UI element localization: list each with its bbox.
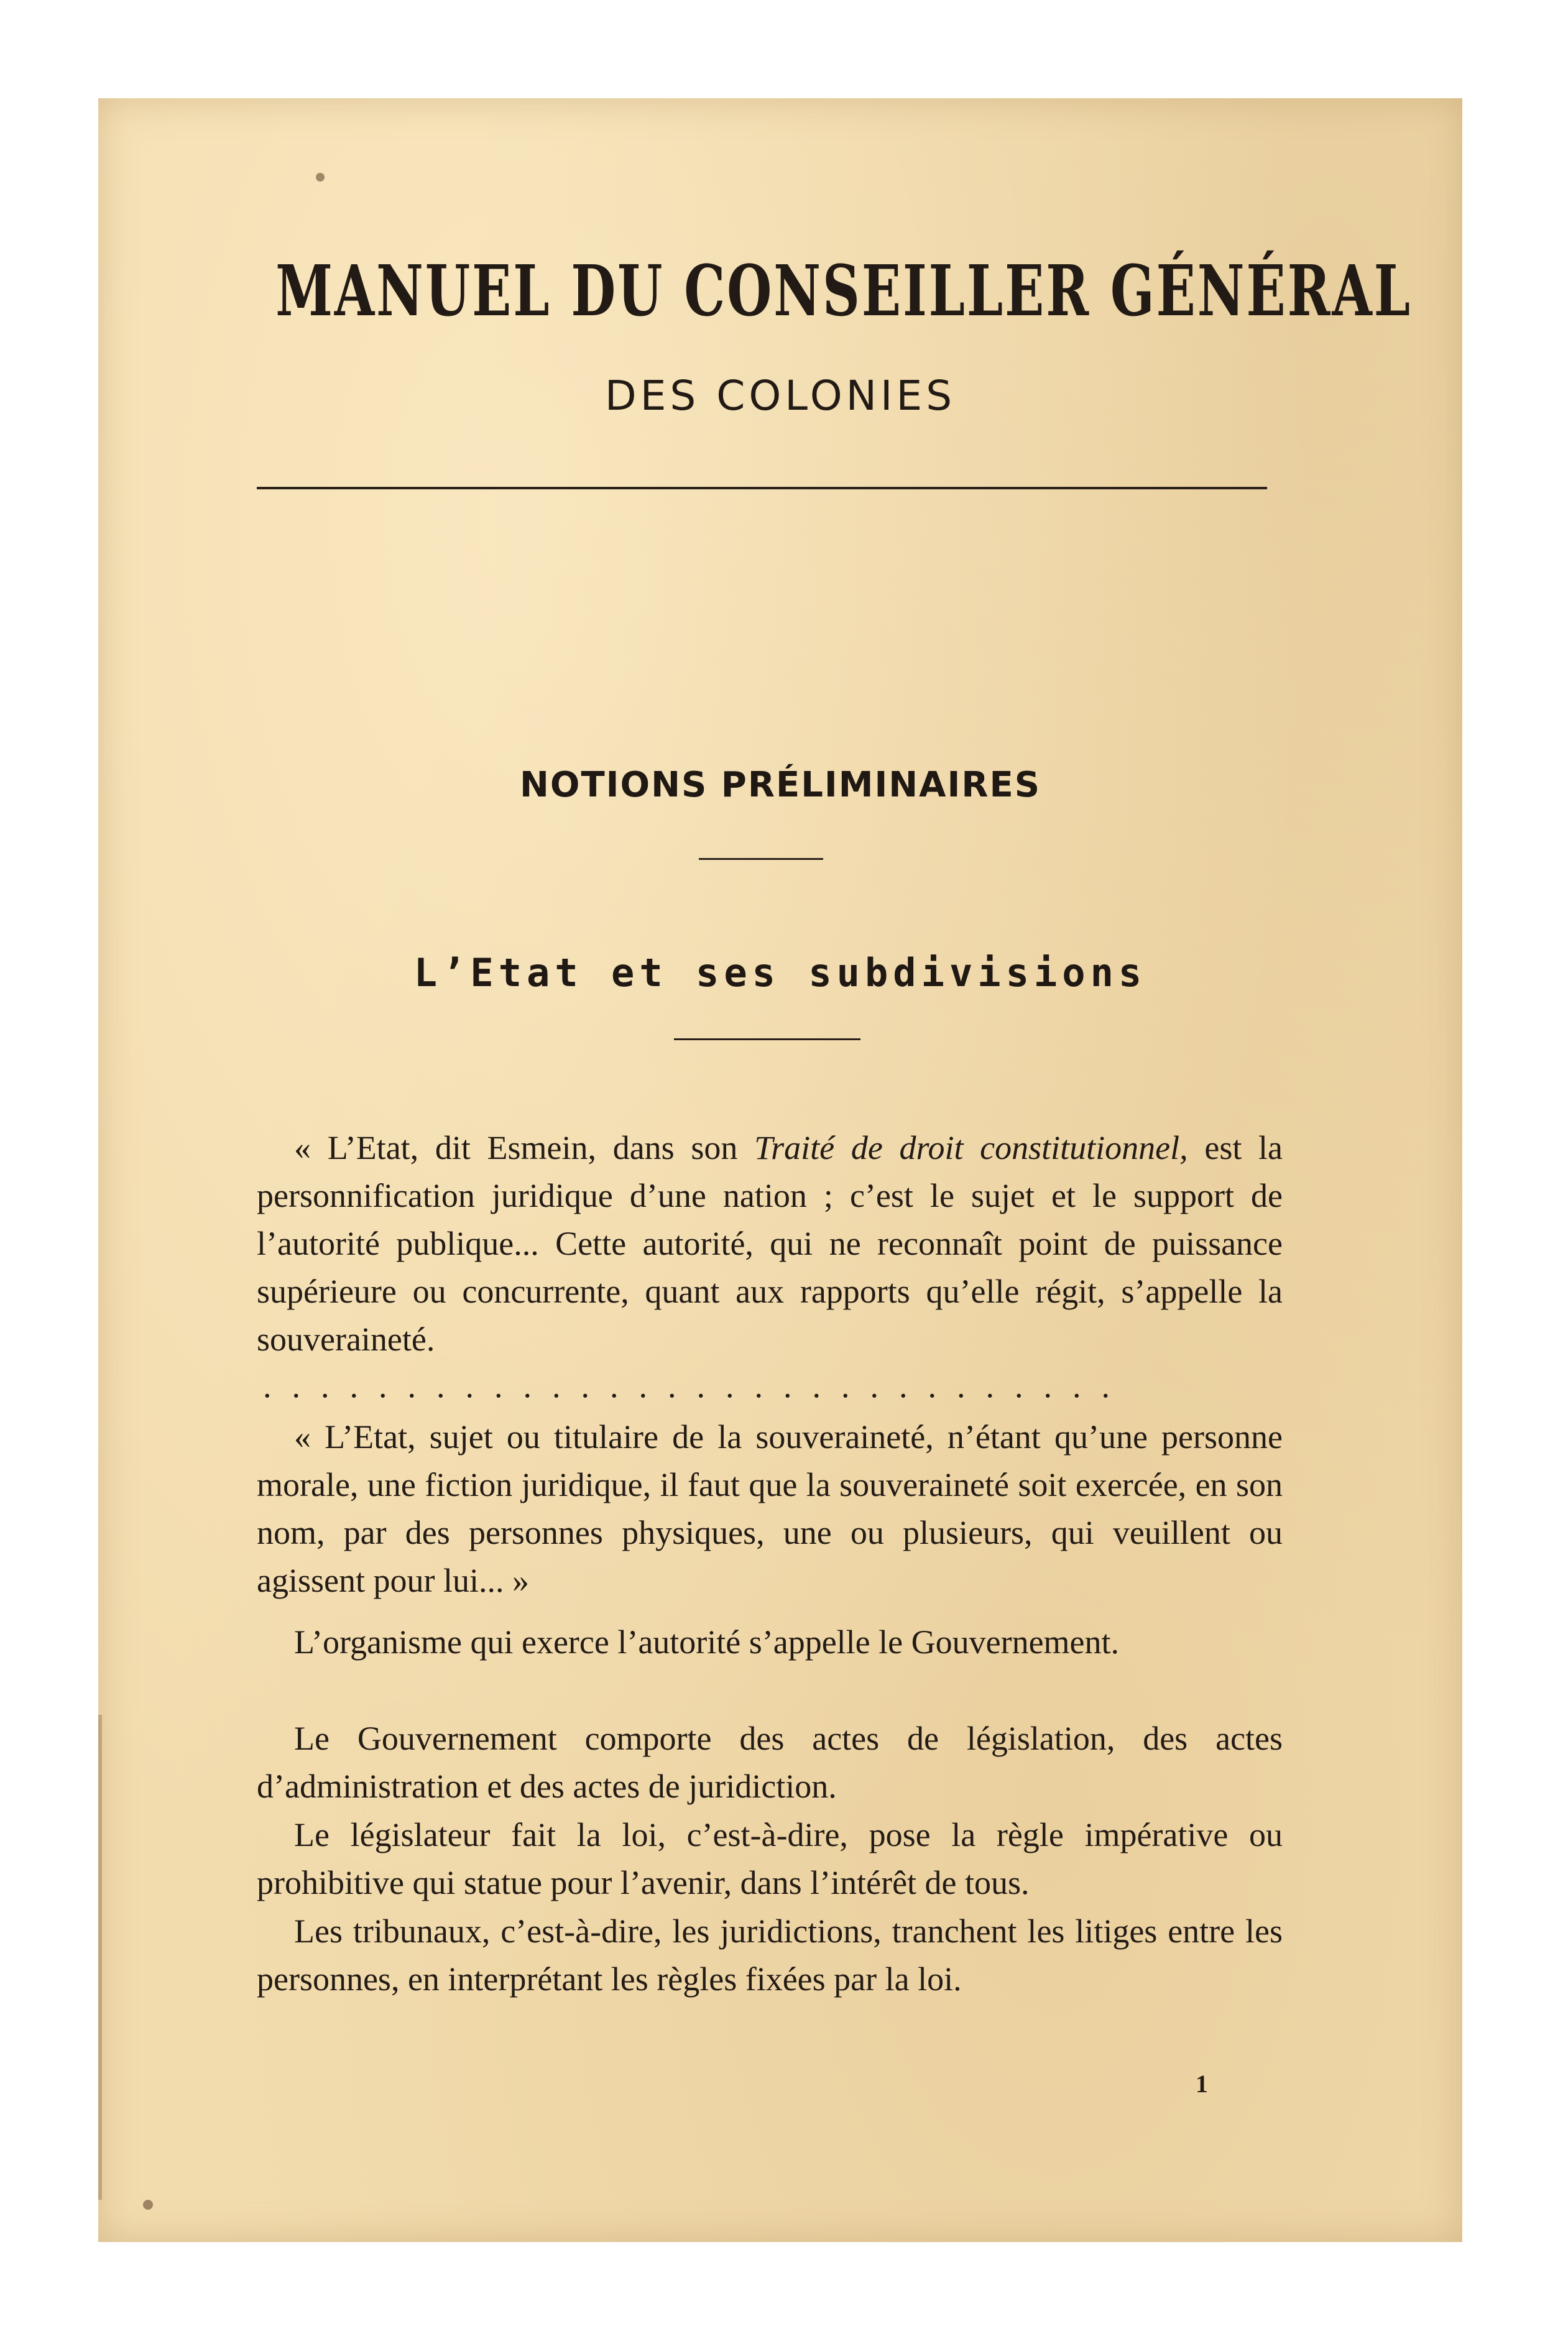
section-rule [699,858,823,860]
ink-speck [143,2200,153,2210]
body-paragraph-3: Le législateur fait la loi, c’est-à-dire, pose la règle impérative ou prohibitive qui statue pour l’avenir, dans l’intérêt de tous. [257,1816,1283,1901]
title-rule [257,487,1267,489]
quote1-book-title: Traité de droit constitutionnel, [754,1129,1188,1166]
body-paragraph-1: L’organisme qui exerce l’autorité s’appelle le Gouvernement. [294,1623,1120,1661]
subsection-rule [674,1038,860,1040]
subsection-title: L’Etat et ses subdivisions [413,950,1147,995]
quote-paragraph-2: « L’Etat, sujet ou titulaire de la souveraineté, n’étant qu’une personne morale, une fiction juridique, il faut que la souveraineté soit exercée, en son nom, par des personnes physiques, une ou plusieurs, qui veuillent ou agissent pour lui... » [257,1418,1283,1599]
quote-paragraph-1 [257,1124,1283,1364]
book-title: MANUEL DU CONSEILLER GÉNÉRAL [275,251,1412,332]
page-number: 1 [1196,2070,1208,2098]
page-edge-mark [98,1715,102,2200]
book-page [98,98,1462,2242]
body-paragraph-2: Le Gouvernement comporte des actes de législation, des actes d’administration et des actes de juridiction. [257,1720,1283,1805]
quote1-start: « L’Etat, dit Esmein, dans son [294,1129,755,1166]
ink-speck [316,173,325,182]
ellipsis-line: .............................. [263,1367,1130,1405]
section-title: NOTIONS PRÉLIMINAIRES [519,765,1041,805]
body-paragraph-4: Les tribunaux, c’est-à-dire, les juridictions, tranchent les litiges entre les personnes, en interprétant les règles fixées par la loi. [257,1913,1283,1998]
quote1-end: est la personnification juridique d’une nation ; c’est le sujet et le support de l’autorité publique... Cette autorité, qui ne reconnaît point de puissance supérieure ou concurrente, quant aux rapports qu’elle régit, s’appelle la souveraineté. [257,1129,1283,1358]
book-subtitle: DES COLONIES [604,372,956,420]
